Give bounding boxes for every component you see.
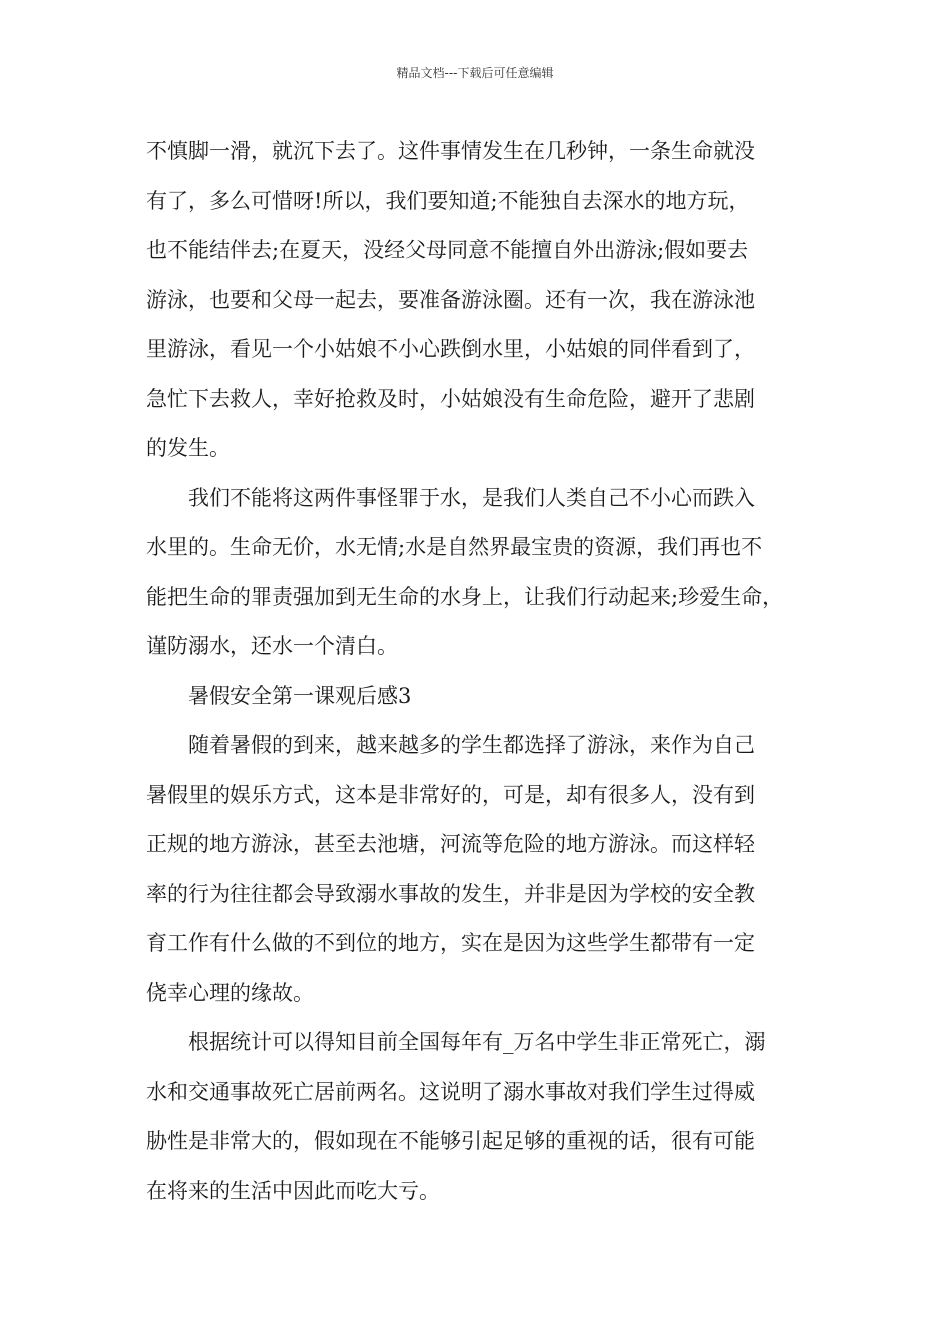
text-line: 根据统计可以得知目前全国每年有_万名中学生非正常死亡，溺 xyxy=(188,1030,766,1054)
text-line: 游泳，也要和父母一起去，要准备游泳圈。还有一次，我在游泳池 xyxy=(146,287,755,312)
text-line: 随着暑假的到来，越来越多的学生都选择了游泳，来作为自己 xyxy=(188,733,755,757)
text-line: 急忙下去救人，幸好抢救及时，小姑娘没有生命危险，避开了悲剧 xyxy=(146,386,755,411)
text-line: 暑假里的娱乐方式，这本是非常好的，可是，却有很多人，没有到 xyxy=(146,782,755,807)
text-line: 也不能结伴去;在夏天，没经父母同意不能擅自外出游泳;假如要去 xyxy=(146,238,749,262)
text-line: 水和交通事故死亡居前两名。这说明了溺水事故对我们学生过得威 xyxy=(146,1079,755,1104)
text-line: 不慎脚一滑，就沉下去了。这件事情发生在几秒钟，一条生命就没 xyxy=(146,139,755,163)
page-header: 精品文档---下载后可任意编辑 xyxy=(396,66,554,80)
text-line: 能把生命的罪责强加到无生命的水身上，让我们行动起来;珍爱生命， xyxy=(146,584,784,609)
text-line: 谨防溺水，还水一个清白。 xyxy=(146,634,398,658)
text-line: 在将来的生活中因此而吃大亏。 xyxy=(146,1178,440,1203)
text-line: 侥幸心理的缘故。 xyxy=(146,980,314,1005)
text-line: 正规的地方游泳，甚至去池塘，河流等危险的地方游泳。而这样轻 xyxy=(146,832,755,856)
text-line: 的发生。 xyxy=(146,436,230,460)
text-line: 率的行为往往都会导致溺水事故的发生，并非是因为学校的安全教 xyxy=(146,881,755,906)
text-line: 水里的。生命无价，水无情;水是自然界最宝贵的资源，我们再也不 xyxy=(146,535,763,559)
text-line: 我们不能将这两件事怪罪于水，是我们人类自己不小心而跌入 xyxy=(188,485,755,510)
text-line: 暑假安全第一课观后感3 xyxy=(188,683,412,708)
text-line: 胁性是非常大的，假如现在不能够引起足够的重视的话，很有可能 xyxy=(146,1129,755,1153)
document-body xyxy=(146,127,818,1216)
text-line: 里游泳，看见一个小姑娘不小心跌倒水里，小姑娘的同伴看到了， xyxy=(146,337,755,361)
text-line: 有了，多么可惜呀!所以，我们要知道;不能独自去深水的地方玩， xyxy=(146,188,750,213)
text-line: 育工作有什么做的不到位的地方，实在是因为这些学生都带有一定 xyxy=(146,931,755,955)
